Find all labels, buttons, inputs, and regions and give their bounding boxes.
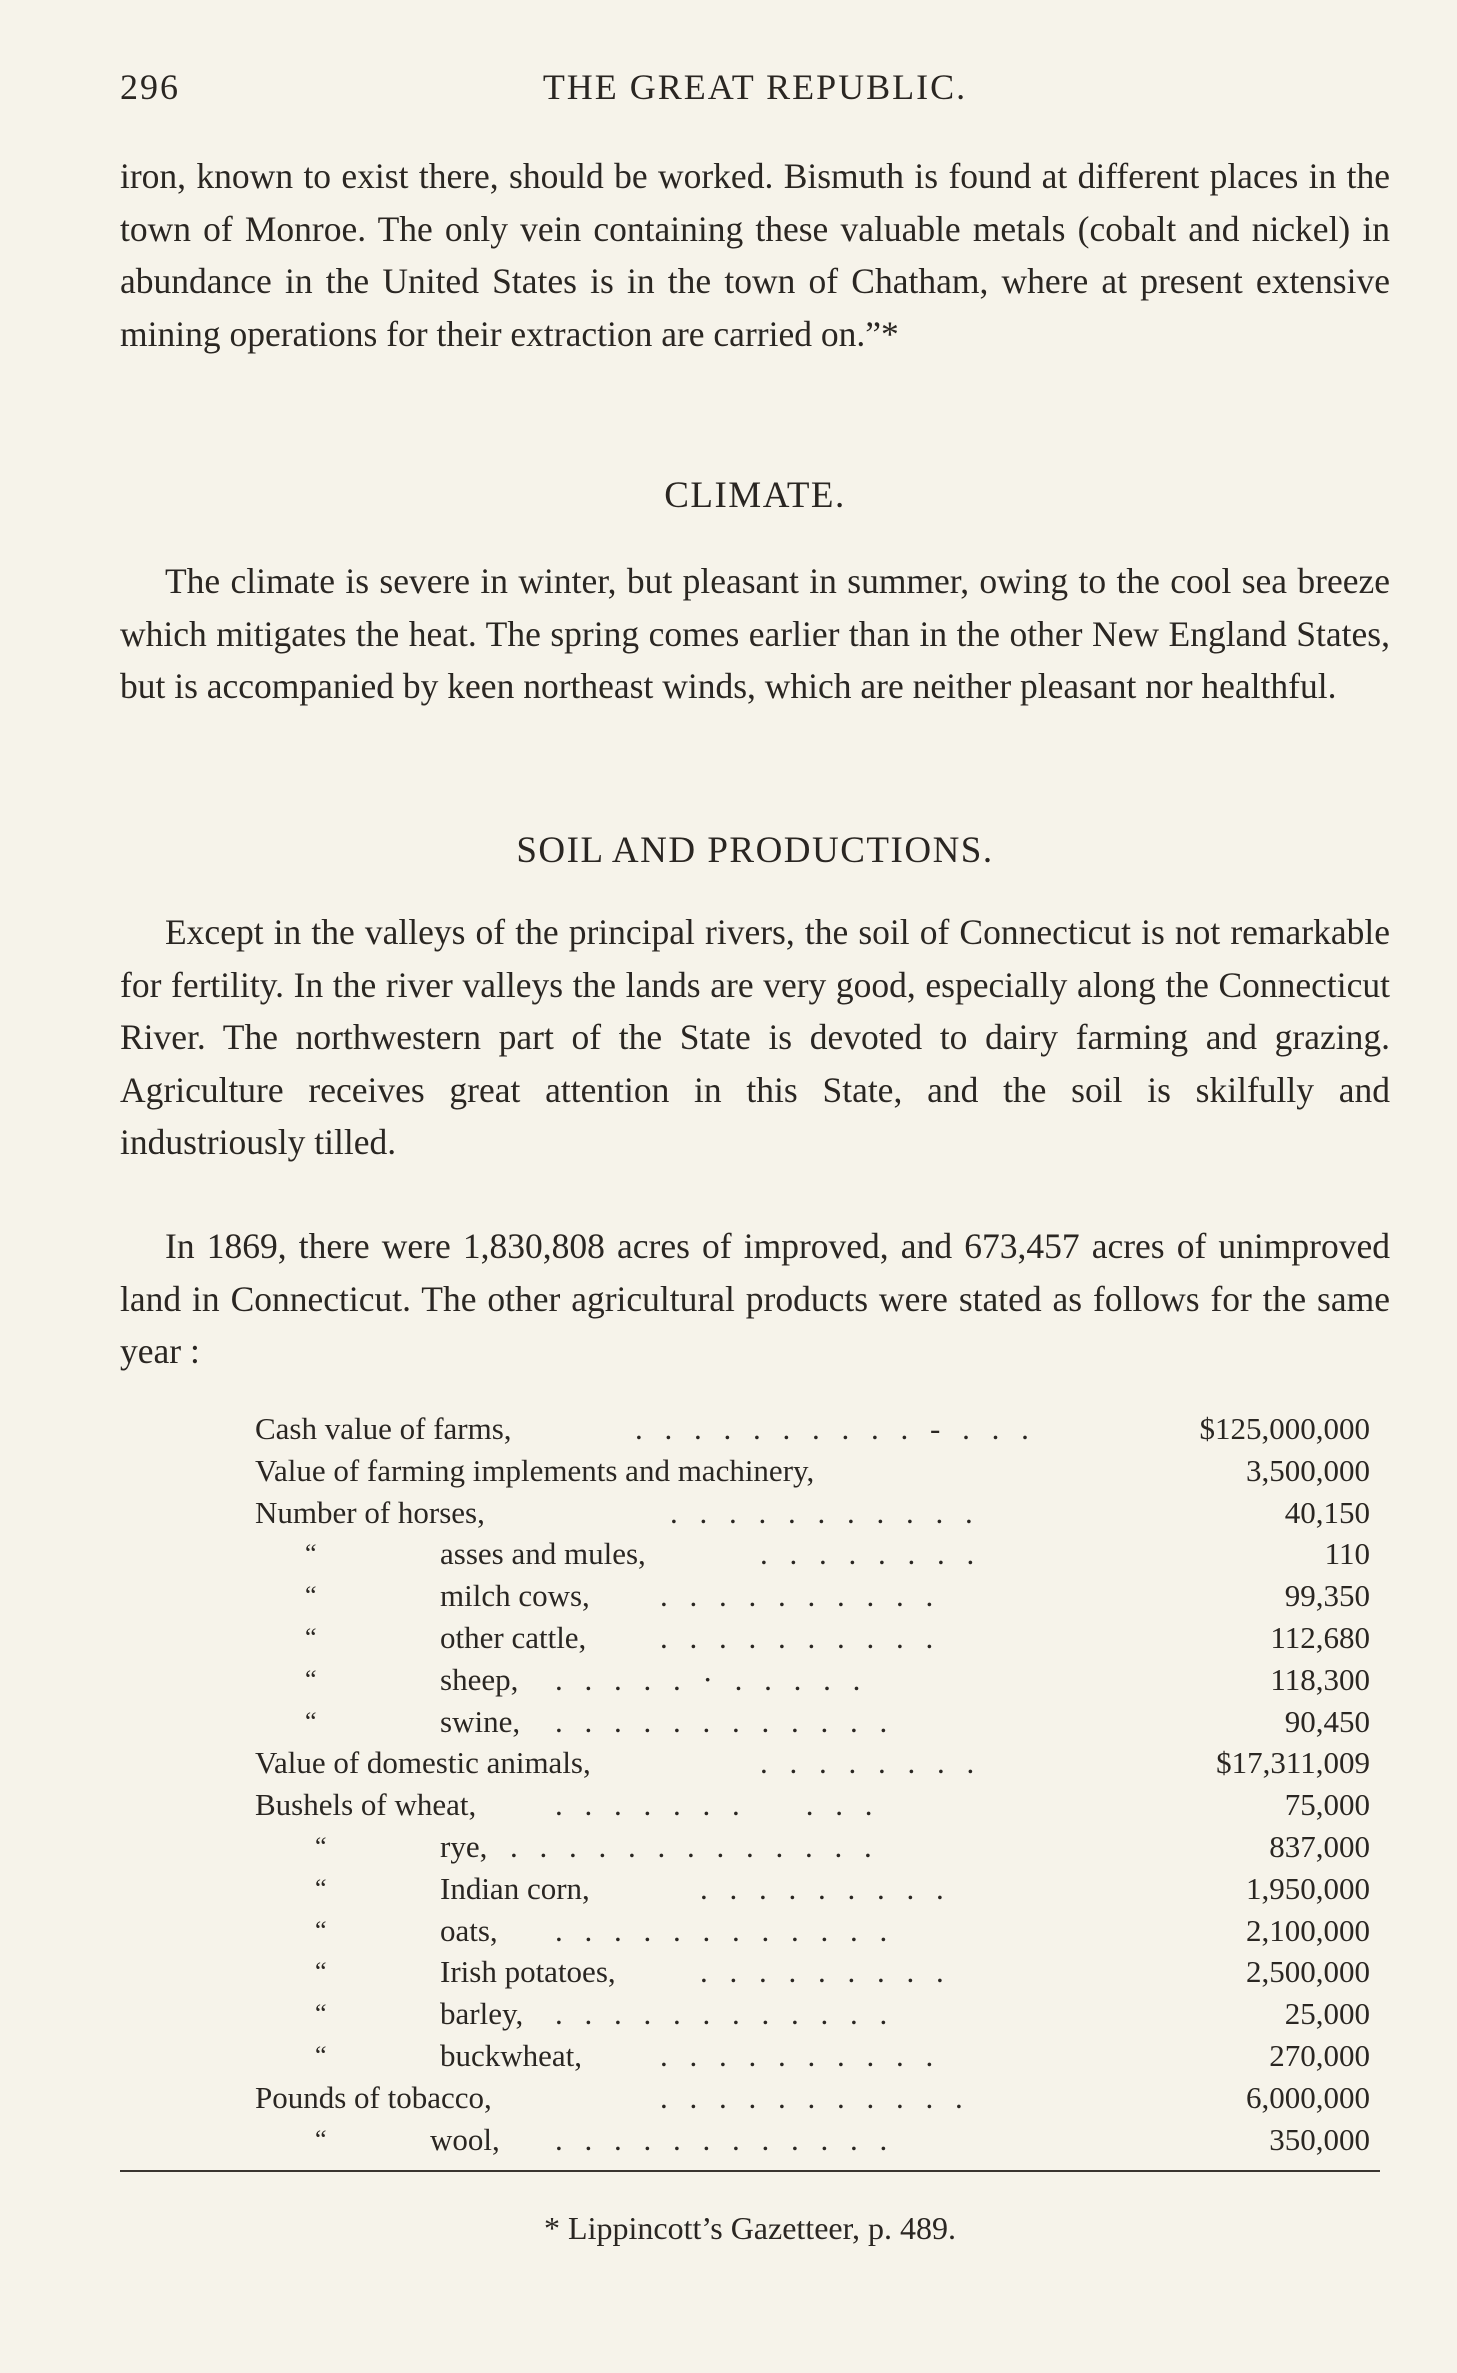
leader-dots: . . . . . . . . . . . . [555,2121,895,2157]
row-label: Pounds of tobacco, [255,2079,492,2115]
ditto-mark: “ [315,1831,327,1861]
leader-dots: . . . . . . . . . . [660,2037,941,2073]
agricultural-statistics-table [255,1408,1370,2160]
row-label: swine, [440,1703,521,1739]
table-row [255,1575,1370,1617]
leader-dots: . . . . . . . . . [700,1954,951,1990]
table-row [255,1492,1370,1534]
footnote-rule [120,2170,1380,2172]
table-row [255,1993,1370,2035]
row-label: Irish potatoes, [440,1954,616,1990]
table-row [255,1826,1370,1868]
leader-dots: . . . . . · . . . . . [555,1661,868,1697]
ditto-mark: “ [305,1539,317,1569]
leader-dots: . . . . . . . . . . [555,1787,880,1823]
table-row [255,2035,1370,2077]
table-row [255,1659,1370,1701]
row-value: 837,000 [1269,1828,1370,1864]
running-head [120,66,1390,116]
leader-dots: . . . . . . . . . . - . . . [635,1411,1036,1446]
table-row [255,1742,1370,1784]
row-label: wool, [430,2121,500,2157]
leader-dots: . . . . . . . . [760,1536,982,1572]
row-value: $17,311,009 [1216,1745,1370,1781]
ditto-mark: “ [315,1873,327,1903]
row-label: sheep, [440,1661,519,1697]
row-label: Number of horses, [255,1494,485,1530]
row-value: 6,000,000 [1246,2079,1370,2115]
table-row [255,1408,1370,1450]
row-label: Bushels of wheat, [255,1787,477,1823]
row-value: 99,350 [1284,1578,1370,1614]
row-value: 118,300 [1270,1661,1370,1697]
ditto-mark: “ [315,2124,327,2154]
row-label: Indian corn, [440,1870,590,1906]
footnote: * Lippincott’s Gazetteer, p. 489. [544,2210,956,2246]
row-value: 270,000 [1269,2037,1370,2073]
ditto-mark: “ [315,1915,327,1945]
page-number: 296 [120,67,180,107]
table-row [255,1701,1370,1743]
leader-dots: . . . . . . . . [760,1745,982,1781]
row-value: 112,680 [1270,1619,1370,1655]
table-row [255,1533,1370,1575]
table-row [255,1450,1370,1492]
ditto-mark: “ [305,1581,317,1611]
row-value: 90,450 [1284,1703,1370,1739]
paragraph-acreage: In 1869, there were 1,830,808 acres of improved, and 673,457 acres of unimproved land in Connecticut. The other agricultural products were stated as follows for the same year : [120,1226,1390,1371]
leader-dots: . . . . . . . . . . . . [555,1996,895,2032]
section-heading-soil: SOIL AND PRODUCTIONS. [516,830,994,871]
row-label: Value of domestic animals, [255,1745,591,1781]
paragraph-soil: Except in the valleys of the principal rivers, the soil of Connecticut is not remarkable for fertility. In the river valleys the lands are very good, especially along the Connecticut River. The northwestern part of the State is devoted to dairy farming and grazing. Agriculture receives great attention in this State, and the soil is skilfully and industriously tilled. [120,912,1390,1162]
ditto-mark: “ [315,1999,327,2029]
row-value: 25,000 [1284,1996,1370,2032]
leader-dots: . . . . . . . . . . . [670,1494,980,1530]
row-label: asses and mules, [440,1536,646,1572]
table-row [255,1784,1370,1826]
row-value: $125,000,000 [1199,1411,1370,1446]
row-value: 350,000 [1269,2121,1370,2157]
ditto-mark: “ [315,1957,327,1987]
table-row [255,2119,1370,2161]
row-label: milch cows, [440,1578,590,1614]
row-value: 3,500,000 [1246,1452,1370,1488]
row-value: 2,500,000 [1246,1954,1370,1990]
section-heading-climate: CLIMATE. [664,475,846,516]
row-value: 2,100,000 [1246,1912,1370,1948]
paragraph-mining: iron, known to exist there, should be worked. Bismuth is found at different places in the town of Monroe. The only vein containing these valuable metals (cobalt and nickel) in abundance in the United States is in the town of Chatham, where at present extensive mining operations for their extraction are carried on.”* [120,156,1390,354]
row-label: rye, [440,1828,488,1864]
row-label: Cash value of farms, [255,1411,512,1446]
leader-dots: . . . . . . . . . . [660,1619,941,1655]
paragraph-climate: The climate is severe in winter, but pleasant in summer, owing to the cool sea breeze which mitigates the heat. The spring comes earlier than in the other New England States, but is accompanied by keen northeast winds, which are neither pleasant nor healthful. [120,561,1390,706]
leader-dots: . . . . . . . . . [700,1870,951,1906]
leader-dots: . . . . . . . . . . . . . [510,1828,879,1864]
table-row [255,1951,1370,1993]
table-row [255,1910,1370,1952]
running-title: THE GREAT REPUBLIC. [542,67,968,107]
ditto-mark: “ [305,1706,317,1736]
row-label: buckwheat, [440,2037,583,2073]
row-value: 1,950,000 [1246,1870,1370,1906]
row-value: 75,000 [1284,1787,1370,1823]
table-row [255,1868,1370,1910]
row-value: 110 [1324,1536,1370,1572]
leader-dots: . . . . . . . . . . . [660,2079,970,2115]
row-label: other cattle, [440,1619,587,1655]
row-value: 40,150 [1284,1494,1370,1530]
leader-dots: . . . . . . . . . . [660,1578,941,1614]
leader-dots: . . . . . . . . . . . . [555,1912,895,1948]
ditto-mark: “ [315,2040,327,2070]
table-row [255,2077,1370,2119]
row-label: oats, [440,1912,498,1948]
leader-dots: . . . . . . . . . . . . [555,1703,895,1739]
row-label: Value of farming implements and machinery, [255,1452,815,1488]
table-row [255,1617,1370,1659]
ditto-mark: “ [305,1664,317,1694]
ditto-mark: “ [305,1622,317,1652]
row-label: barley, [440,1996,524,2032]
